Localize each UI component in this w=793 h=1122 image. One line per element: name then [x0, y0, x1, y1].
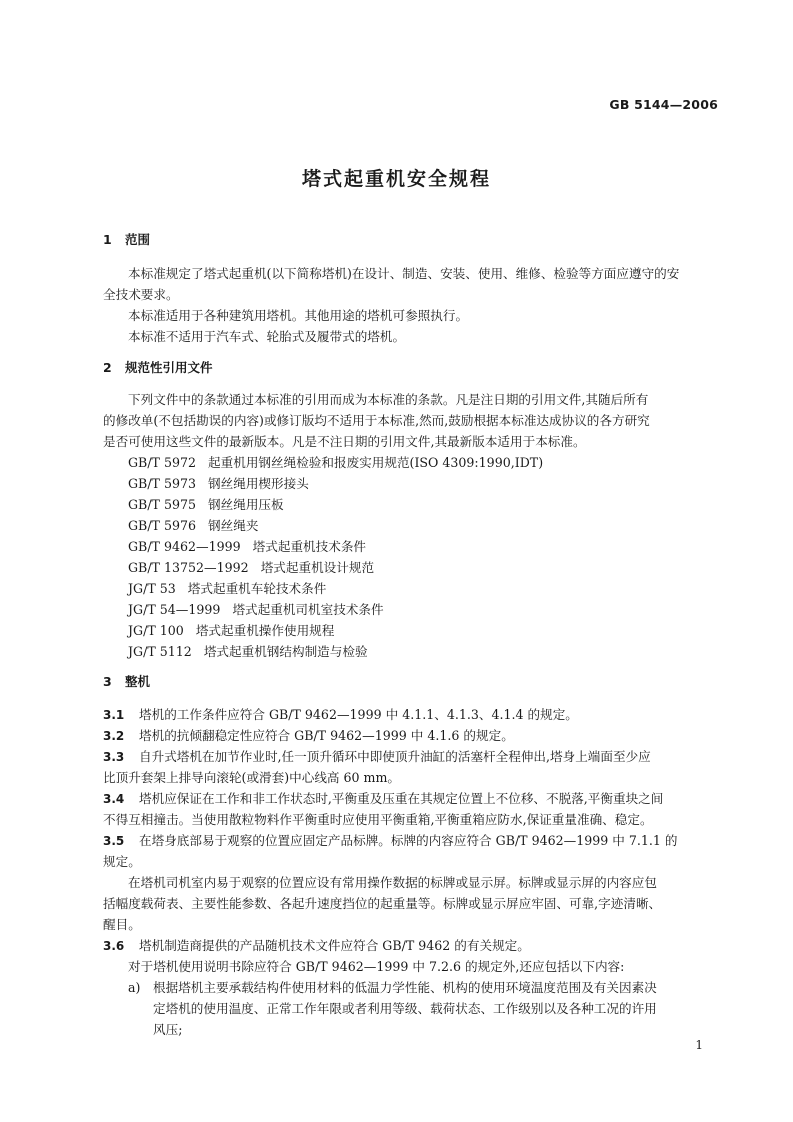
reference-code: GB/T 9462—1999 — [128, 539, 241, 554]
reference-code: GB/T 13752—1992 — [128, 560, 249, 575]
section-1-heading — [103, 230, 150, 248]
section-title: 整机 — [125, 674, 151, 689]
reference-title: 塔式起重机操作使用规程 — [195, 623, 335, 638]
paragraph-line: 不得互相撞击。当使用散粒物料作平衡重时应使用平衡重箱,平衡重箱应防水,保证重量准确、稳定。 — [103, 812, 653, 827]
paragraph-line: 本标准适用于各种建筑用塔机。其他用途的塔机可参照执行。 — [128, 308, 469, 323]
reference-title: 钢丝绳用压板 — [208, 497, 284, 512]
list-text: 根据塔机主要承载结构件使用材料的低温力学性能、机构的使用环境温度范围及有关因素决 — [153, 980, 657, 995]
section-number: 2 — [103, 360, 112, 375]
clause-number: 3.5 — [103, 834, 125, 848]
document-title: 塔式起重机安全规程 — [301, 168, 491, 190]
paragraph-line: 规定。 — [103, 854, 141, 869]
reference-item — [128, 452, 543, 471]
clause-number: 3.3 — [103, 750, 125, 764]
reference-title: 钢丝绳用楔形接头 — [208, 476, 309, 491]
reference-code: GB/T 5972 — [128, 455, 197, 470]
paragraph-line: 定塔机的使用温度、正常工作年限或者利用等级、载荷状态、工作级别以及各种工况的许用 — [153, 1001, 657, 1016]
paragraph-line: 全技术要求。 — [103, 287, 179, 302]
list-label: a) — [128, 980, 141, 995]
section-title: 范围 — [125, 232, 151, 247]
reference-title: 塔式起重机钢结构制造与检验 — [203, 644, 368, 659]
clause-text: 塔机应保证在工作和非工作状态时,平衡重及压重在其规定位置上不位移、不脱落,平衡重块之间 — [139, 791, 664, 806]
paragraph-line: 比顶升套架上排导向滚轮(或滑套)中心线高 60 mm。 — [103, 770, 401, 785]
clause-text: 塔机的抗倾翻稳定性应符合 GB/T 9462—1999 中 4.1.6 的规定。 — [139, 728, 514, 743]
reference-item — [128, 620, 334, 639]
paragraph-line: 在塔机司机室内易于观察的位置应设有常用操作数据的标牌或显示屏。标牌或显示屏的内容应包 — [128, 875, 657, 890]
clause-3-2 — [103, 725, 514, 744]
reference-title: 塔式起重机车轮技术条件 — [187, 581, 327, 596]
paragraph-line: 本标准不适用于汽车式、轮胎式及履带式的塔机。 — [128, 329, 406, 344]
section-number: 1 — [103, 232, 112, 247]
paragraph-line: 括幅度载荷表、主要性能参数、各起升速度挡位的起重量等。标牌或显示屏应牢固、可靠,字迹清晰、 — [103, 896, 662, 911]
reference-code: JG/T 100 — [128, 623, 184, 638]
clause-number: 3.2 — [103, 729, 125, 743]
paragraph-line: 的修改单(不包括勘误的内容)或修订版均不适用于本标准,然而,鼓励根据本标准达成协议的各方研究 — [103, 413, 650, 428]
reference-code: GB/T 5973 — [128, 476, 197, 491]
reference-item — [128, 536, 366, 555]
reference-code: GB/T 5976 — [128, 518, 197, 533]
reference-code: JG/T 5112 — [128, 644, 192, 659]
reference-code: JG/T 53 — [128, 581, 176, 596]
section-3-heading — [103, 672, 150, 690]
paragraph-line: 对于塔机使用说明书除应符合 GB/T 9462—1999 中 7.2.6 的规定外,还应包括以下内容: — [128, 959, 625, 974]
paragraph-line: 是否可使用这些文件的最新版本。凡是不注日期的引用文件,其最新版本适用于本标准。 — [103, 434, 586, 449]
clause-text: 在塔身底部易于观察的位置应固定产品标牌。标牌的内容应符合 GB/T 9462—1999 中 7.1.1 的 — [139, 833, 678, 848]
clause-3-3 — [103, 746, 651, 765]
standard-code: GB 5144—2006 — [609, 97, 718, 112]
clause-3-6 — [103, 935, 530, 954]
paragraph-line: 本标准规定了塔式起重机(以下简称塔机)在设计、制造、安装、使用、维修、检验等方面应遵守的安 — [128, 266, 680, 281]
section-number: 3 — [103, 674, 112, 689]
clause-text: 塔机制造商提供的产品随机技术文件应符合 GB/T 9462 的有关规定。 — [139, 938, 530, 953]
reference-title: 塔式起重机司机室技术条件 — [232, 602, 384, 617]
clause-3-4 — [103, 788, 663, 807]
section-title: 规范性引用文件 — [125, 360, 213, 375]
reference-code: GB/T 5975 — [128, 497, 197, 512]
reference-code: JG/T 54—1999 — [128, 602, 221, 617]
reference-item — [128, 641, 368, 660]
reference-title: 塔式起重机设计规范 — [260, 560, 375, 575]
list-item-a — [128, 977, 657, 996]
reference-item — [128, 557, 374, 576]
clause-number: 3.1 — [103, 708, 125, 722]
reference-title: 钢丝绳夹 — [208, 518, 259, 533]
clause-3-5 — [103, 830, 678, 849]
reference-item — [128, 578, 326, 597]
reference-title: 塔式起重机技术条件 — [252, 539, 367, 554]
paragraph-line: 下列文件中的条款通过本标准的引用而成为本标准的条款。凡是注日期的引用文件,其随后所有 — [128, 392, 649, 407]
reference-item — [128, 494, 284, 513]
reference-item — [128, 599, 384, 618]
paragraph-line: 风压; — [153, 1022, 183, 1037]
reference-item — [128, 473, 309, 492]
section-2-heading — [103, 358, 213, 376]
clause-3-1 — [103, 704, 578, 723]
page-number: 1 — [695, 1038, 703, 1052]
clause-number: 3.4 — [103, 792, 125, 806]
reference-item — [128, 515, 258, 534]
clause-number: 3.6 — [103, 939, 125, 953]
clause-text: 自升式塔机在加节作业时,任一顶升循环中即使顶升油缸的活塞杆全程伸出,塔身上端面至少应 — [139, 749, 651, 764]
reference-title: 起重机用钢丝绳检验和报废实用规范(ISO 4309:1990,IDT) — [208, 455, 544, 470]
clause-text: 塔机的工作条件应符合 GB/T 9462—1999 中 4.1.1、4.1.3、4.1.4 的规定。 — [139, 707, 578, 722]
paragraph-line: 醒目。 — [103, 917, 141, 932]
